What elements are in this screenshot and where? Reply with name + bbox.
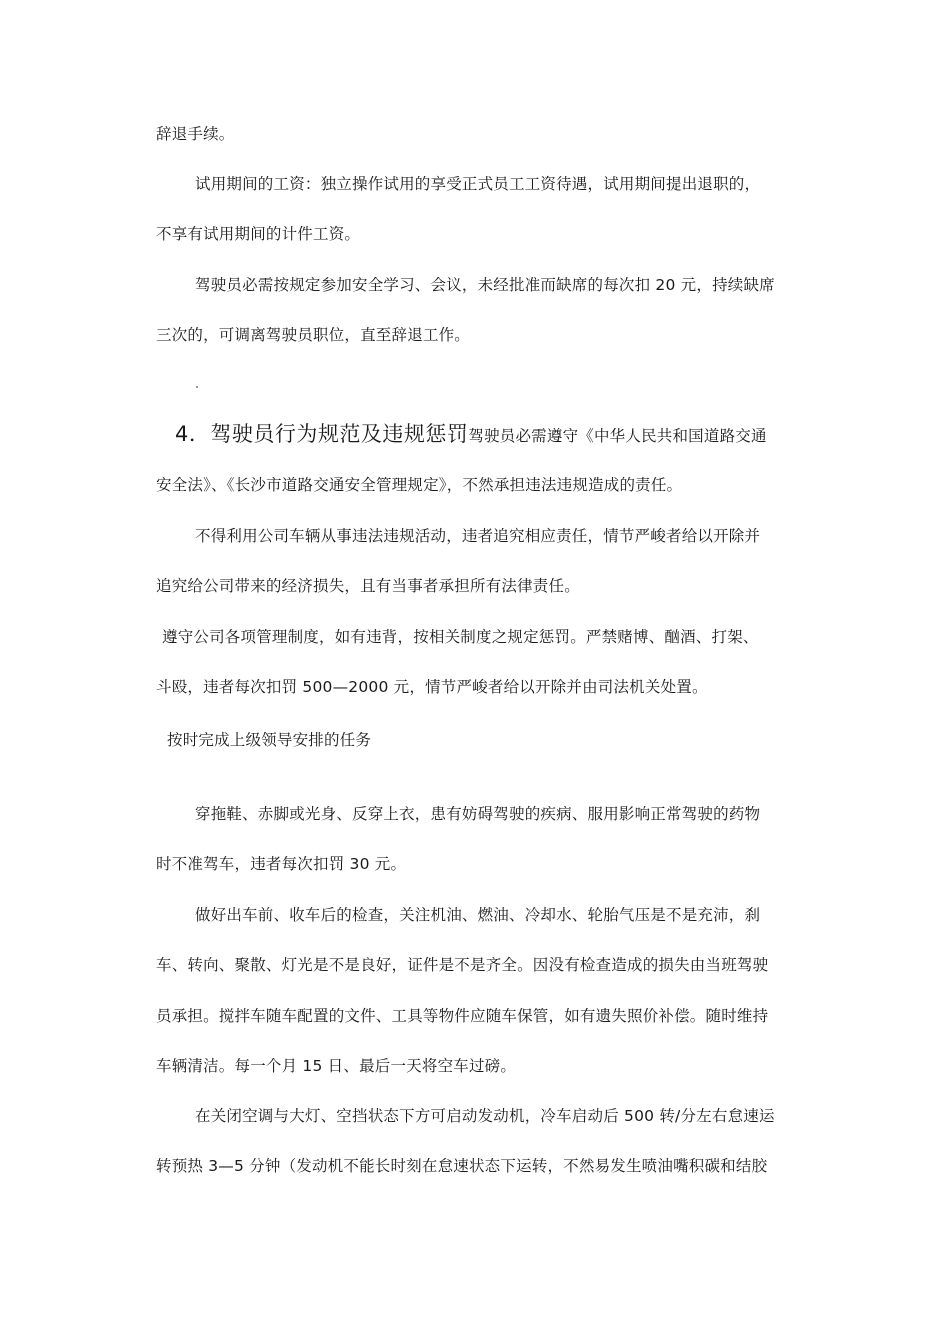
paragraph-9-line-2: 车、转向、聚散、灯光是不是良好，证件是不是齐全。因没有检查造成的损失由当班驾驶 — [156, 956, 769, 974]
paragraph-1-line-1: 辞退手续。 — [156, 125, 235, 143]
paragraph-10-line-2: 转预热 3—5 分钟（发动机不能长时刻在怠速状态下运转，不然易发生喷油嘴积碳和结胶 — [156, 1157, 768, 1175]
paragraph-3-line-2: 三次的，可调离驾驶员职位，直至辞退工作。 — [156, 326, 471, 344]
section-4-line-2: 安全法》、《长沙市道路交通安全管理规定》，不然承担违法违规造成的责任。 — [156, 476, 683, 494]
paragraph-6-line-2: 斗殴，违者每次扣罚 500—2000 元，情节严峻者给以开除并由司法机关处置。 — [156, 678, 708, 696]
paragraph-10-line-1: 在关闭空调与大灯、空挡状态下方可启动发动机，冷车启动后 500 转/分左右怠速运 — [195, 1107, 775, 1125]
paragraph-8-line-1: 穿拖鞋、赤脚或光身、反穿上衣，患有妨碍驾驶的疾病、服用影响正常驾驶的药物 — [195, 805, 761, 823]
paragraph-7-line-1: 按时完成上级领导安排的任务 — [167, 731, 372, 749]
paragraph-2-line-2: 不享有试用期间的计件工资。 — [156, 225, 361, 243]
paragraph-9-line-4: 车辆清洁。每一个月 15 日、最后一天将空车过磅。 — [156, 1057, 517, 1075]
paragraph-5-line-2: 追究给公司带来的经济损失，且有当事者承担所有法律责任。 — [156, 577, 580, 595]
paragraph-9-line-1: 做好出车前、收车后的检查，关注机油、燃油、冷却水、轮胎气压是不是充沛，刹 — [195, 906, 761, 924]
paragraph-2-line-1: 试用期间的工资：独立操作试用的享受正式员工工资待遇，试用期间提出退职的， — [195, 175, 761, 193]
paragraph-8-line-2: 时不准驾车，违者每次扣罚 30 元。 — [156, 855, 407, 873]
section-4-title: 4．驾驶员行为规范及违规惩罚 — [175, 422, 469, 446]
section-4-heading-line — [175, 419, 767, 451]
section-4-first-line-rest: 驾驶员必需遵守《中华人民共和国道路交通 — [468, 427, 767, 445]
paragraph-6-line-1: 遵守公司各项管理制度，如有违背，按相关制度之规定惩罚。严禁赌博、酗酒、打架、 — [162, 628, 759, 646]
stray-dot — [196, 386, 198, 388]
paragraph-9-line-3: 员承担。搅拌车随车配置的文件、工具等物件应随车保管，如有遗失照价补偿。随时维持 — [156, 1007, 769, 1025]
paragraph-3-line-1: 驾驶员必需按规定参加安全学习、会议，未经批准而缺席的每次扣 20 元，持续缺席 — [195, 276, 775, 294]
paragraph-5-line-1: 不得利用公司车辆从事违法违规活动，违者追究相应责任，情节严峻者给以开除并 — [195, 527, 761, 545]
